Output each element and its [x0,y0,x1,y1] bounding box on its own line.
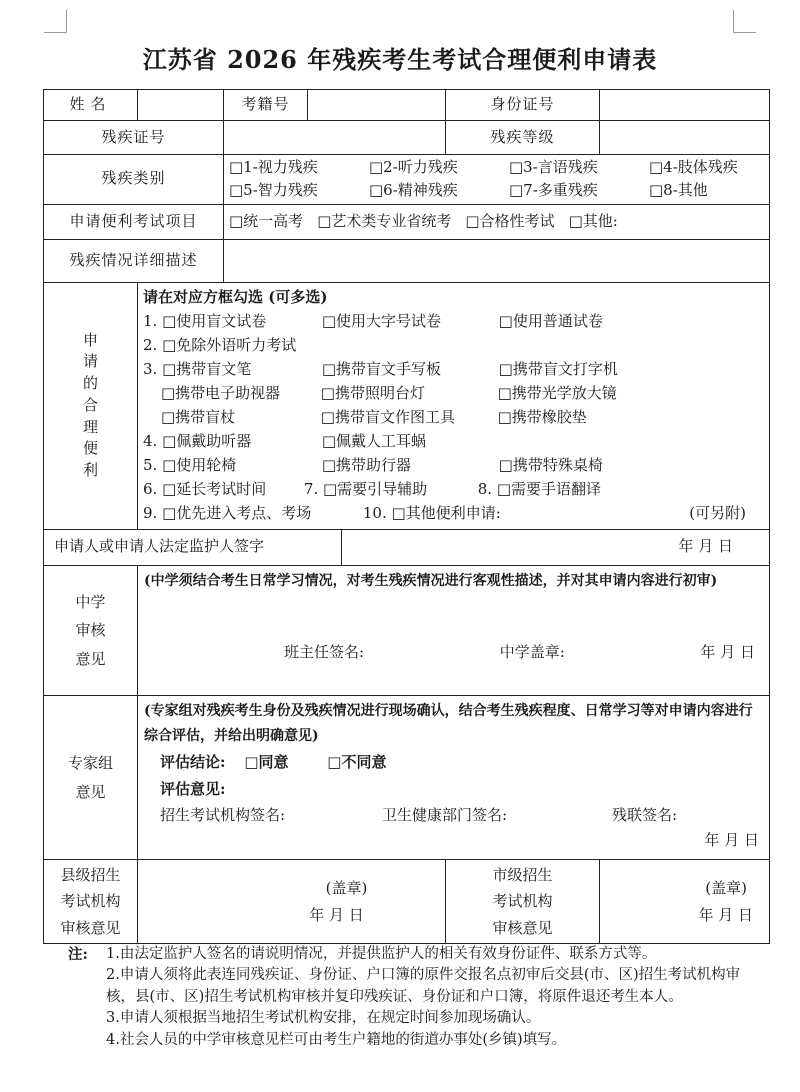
expert-review-date: 年 月 日 [704,831,760,850]
dpf-sign-label: 残联签名: [612,805,678,824]
opt-extended-time[interactable]: □延长考试时间 [162,479,267,498]
id-card-label: 身份证号 [446,90,600,121]
county-seal-label: (盖章) [325,878,368,897]
opt-braille-slate[interactable]: □携带盲文手写板 [321,359,442,378]
disability-level-field[interactable] [600,121,770,155]
opt-priority-entry[interactable]: □优先进入考点、考场 [162,503,312,522]
name-field[interactable] [138,90,224,121]
note-item: 4.社会人员的中学审核意见栏可由考生户籍地的街道办事处(乡镇)填写。 [106,1031,567,1048]
opt-regular-paper[interactable]: □使用普通试卷 [498,311,603,330]
city-review-field[interactable] [600,860,770,944]
teacher-sign-label: 班主任签名: [284,643,365,662]
opt-wheelchair[interactable]: □使用轮椅 [162,455,237,474]
opt-other-request[interactable]: □其他便利申请: [391,503,501,522]
disability-option-visual[interactable]: □1-视力残疾 [229,158,318,177]
exam-option-qualification[interactable]: □合格性考试 [465,211,555,230]
page-title: 江苏省 2026 年残疾考生考试合理便利申请表 [142,45,658,74]
accommodations-options: 请在对应方框勾选 (可多选) 1. □使用盲文试卷 □使用大字号试卷 □使用普通试卷 2. □免除外语听力考试 3. □携带盲文笔 □携带盲文手写板 □携带盲文打字机 □携带电子助视器 □携带照明台灯 □携带光学放大镜 □携带盲杖 □携带盲文作图工具 □携带橡胶垫 4. □佩戴助听器 □佩戴人工耳蜗 5. □使用轮椅 □携带助行器 □携带特殊桌椅 6. □延长考试时间 7. □需要引导辅助 8. □需要手语翻译 9. □优先进入考点、考场 10. □其他便利申请: (可另附) [138,282,770,529]
note-item: 3.申请人须根据当地招生考试机构安排，在规定时间参加现场确认。 [106,1010,541,1027]
applicant-sign-field[interactable] [342,529,770,565]
attachment-note: (可另附) [689,503,747,522]
opt-optical-magnifier[interactable]: □携带光学放大镜 [497,383,617,402]
opt-guidance-assist[interactable]: □需要引导辅助 [322,479,428,498]
exam-items-options [224,204,770,239]
exam-id-field[interactable] [308,90,446,121]
agree-checkbox[interactable]: □同意 [244,753,289,772]
disability-option-mental[interactable]: □6-精神残疾 [369,180,458,199]
opt-desk-lamp[interactable]: □携带照明台灯 [320,383,425,402]
description-label: 残疾情况详细描述 [44,239,224,282]
disability-option-other[interactable]: □8-其他 [649,180,708,199]
city-review-date: 年 月 日 [698,905,754,924]
school-review-instruction: (中学须结合考生日常学习情况，对考生残疾情况进行客观性描述，并对其申请内容进行初审) [144,572,718,589]
notes-section [68,944,768,1051]
crop-mark-top-right [733,10,756,33]
exam-items-label: 申请便利考试项目 [44,204,224,239]
opt-large-print-paper[interactable]: □使用大字号试卷 [321,311,442,330]
disability-option-speech[interactable]: □3-言语残疾 [509,158,598,177]
opt-exempt-listening[interactable]: □免除外语听力考试 [162,335,297,354]
school-review-date: 年 月 日 [700,643,756,662]
description-field[interactable] [224,239,770,282]
exam-option-gaokao[interactable]: □统一高考 [229,211,304,230]
disability-option-hearing[interactable]: □2-听力残疾 [369,158,458,177]
disability-option-intellectual[interactable]: □5-智力残疾 [229,180,318,199]
expert-review-instruction: (专家组对残疾考生身份及残疾情况进行现场确认，结合考生残疾程度、日常学习等对申请内容进行综合评估，并给出明确意见) [144,702,753,745]
disability-option-physical[interactable]: □4-肢体残疾 [649,158,738,177]
accommodations-heading: 请在对应方框勾选 (可多选) [143,287,328,306]
expert-review-label: 专家组 意见 [44,695,138,859]
exam-agency-sign-label: 招生考试机构签名: [160,805,286,824]
conclusion-label: 评估结论: [160,753,226,772]
applicant-sign-label: 申请人或申请人法定监护人签字 [44,529,342,565]
notes-lead: 注: [68,946,88,963]
county-review-label: 县级招生 考试机构 审核意见 [44,860,138,944]
disability-level-label: 残疾等级 [446,121,600,155]
applicant-sign-date: 年 月 日 [678,537,734,556]
disability-type-label: 残疾类别 [44,155,224,205]
disability-cert-label: 残疾证号 [44,121,224,155]
health-dept-sign-label: 卫生健康部门签名: [382,805,508,824]
opt-special-desk[interactable]: □携带特殊桌椅 [498,455,603,474]
county-review-date: 年 月 日 [309,905,364,924]
school-review-field[interactable] [138,565,770,695]
opt-electronic-magnifier[interactable]: □携带电子助视器 [161,383,281,402]
county-review-field[interactable] [138,860,446,944]
id-card-field[interactable] [600,90,770,121]
expert-review-field [138,695,770,859]
opinion-label: 评估意见: [160,779,226,798]
disagree-checkbox[interactable]: □不同意 [327,753,387,772]
opt-braille-typewriter[interactable]: □携带盲文打字机 [498,359,618,378]
disability-cert-field[interactable] [224,121,446,155]
opt-cochlear-implant[interactable]: □佩戴人工耳蜗 [321,431,427,450]
city-review-label: 市级招生 考试机构 审核意见 [446,860,600,944]
school-seal-label: 中学盖章: [499,643,565,662]
exam-option-art[interactable]: □艺术类专业省统考 [317,211,452,230]
city-seal-label: (盖章) [705,878,748,897]
disability-option-multiple[interactable]: □7-多重残疾 [509,180,598,199]
crop-mark-top-left [44,10,67,33]
application-form-table [43,89,770,944]
name-label: 姓名 [44,90,138,121]
opt-hearing-aid[interactable]: □佩戴助听器 [162,431,252,450]
disability-type-options [224,155,770,205]
opt-white-cane[interactable]: □携带盲杖 [161,407,236,426]
opt-braille-paper[interactable]: □使用盲文试卷 [162,311,267,330]
accommodations-label: 申 请 的 合 理 便 利 [44,282,138,529]
opt-sign-language[interactable]: □需要手语翻译 [496,479,602,498]
school-review-label: 中学 审核 意见 [44,565,138,695]
opt-braille-pen[interactable]: □携带盲文笔 [162,359,252,378]
exam-option-other[interactable]: □其他: [568,211,618,230]
note-item: 1.由法定监护人签名的请说明情况，并提供监护人的相关有效身份证件、联系方式等。 [106,946,657,962]
opt-walker[interactable]: □携带助行器 [321,455,412,474]
exam-id-label: 考籍号 [224,90,308,121]
opt-rubber-mat[interactable]: □携带橡胶垫 [497,407,587,426]
note-item: 2.申请人须将此表连同残疾证、身份证、户口簿的原件交报名点初审后交县(市、区)招生考试机构审核，县(市、区)招生考试机构审核并复印残疾证、身份证和户口簿，将原件退还考生本人。 [106,967,741,1005]
opt-braille-drawing-tool[interactable]: □携带盲文作图工具 [320,407,455,426]
